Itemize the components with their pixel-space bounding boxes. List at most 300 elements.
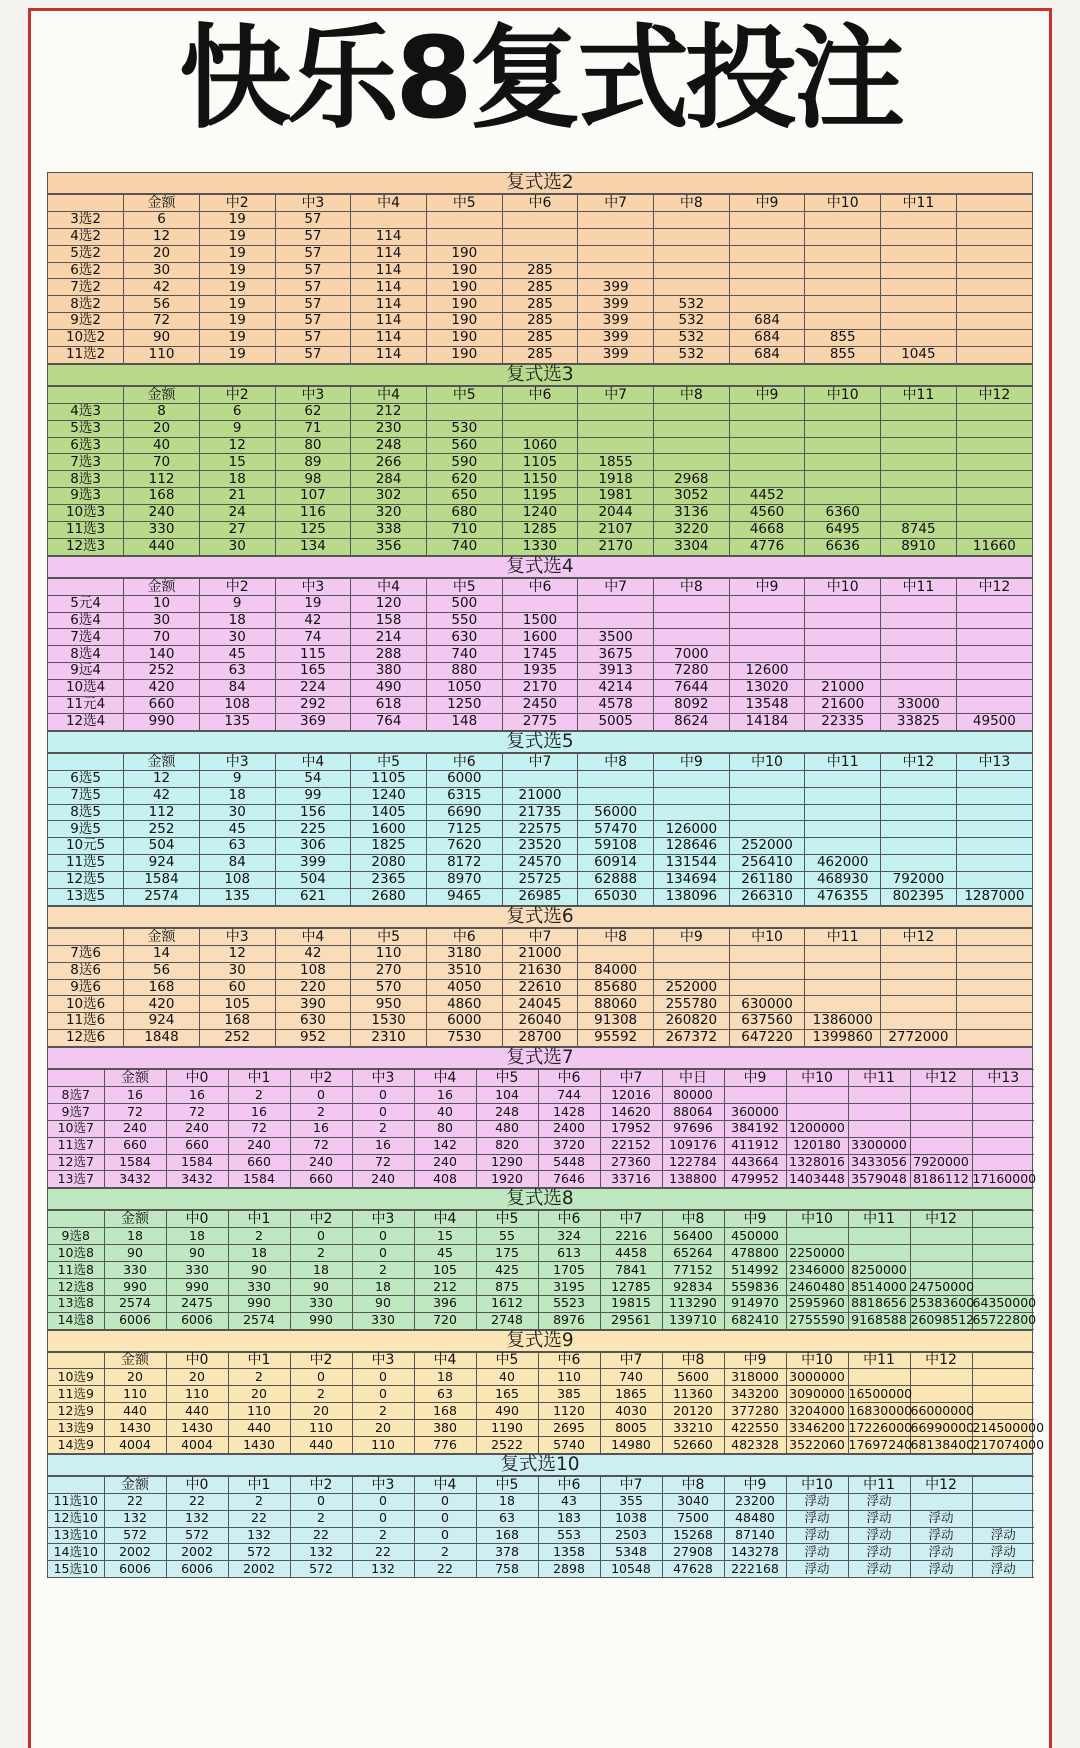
table-cell: 330 — [166, 1261, 228, 1278]
table-cell: 20 — [166, 1369, 228, 1386]
table-cell: 1745 — [502, 646, 578, 663]
table-row — [48, 505, 1032, 522]
table-cell: 20 — [352, 1420, 414, 1437]
column-header: 中3 — [275, 578, 351, 595]
section-title: 复式选7 — [48, 1048, 1032, 1069]
column-header: 中5 — [476, 1476, 538, 1493]
table-cell: 71 — [275, 420, 351, 437]
table-cell: 88060 — [578, 996, 654, 1013]
table-cell — [805, 245, 881, 262]
table-cell — [805, 296, 881, 313]
table-row — [48, 1171, 1034, 1188]
table-cell: 158 — [351, 612, 427, 629]
table-cell — [426, 228, 502, 245]
section-select-9 — [47, 1329, 1045, 1454]
table-cell — [654, 420, 730, 437]
table-cell — [972, 1278, 1034, 1295]
payout-table — [48, 1352, 1045, 1454]
table-cell: 620 — [426, 471, 502, 488]
table-cell: 6 — [124, 211, 200, 228]
column-header: 中日 — [662, 1070, 724, 1087]
table-cell: 57 — [275, 211, 351, 228]
table-cell — [729, 420, 805, 437]
column-header: 中10 — [786, 1070, 848, 1087]
table-cell — [881, 680, 957, 697]
table-cell: 2365 — [351, 872, 427, 889]
table-cell: 9 — [199, 595, 275, 612]
table-cell: 浮动 — [786, 1527, 848, 1544]
table-cell — [729, 787, 805, 804]
table-cell — [956, 471, 1032, 488]
table-row — [48, 855, 1032, 872]
table-row — [48, 1154, 1034, 1171]
section-title: 复式选8 — [48, 1189, 1032, 1210]
table-cell: 318000 — [724, 1369, 786, 1386]
table-cell: 190 — [426, 245, 502, 262]
table-cell: 8624 — [654, 713, 730, 730]
column-header: 中3 — [275, 386, 351, 403]
table-cell: 56 — [124, 296, 200, 313]
table-cell: 302 — [351, 488, 427, 505]
table-row — [48, 279, 1032, 296]
column-header: 中11 — [805, 928, 881, 945]
table-cell: 2 — [290, 1103, 352, 1120]
table-cell: 1105 — [502, 454, 578, 471]
row-label: 7选4 — [48, 629, 124, 646]
table-cell: 10 — [124, 595, 200, 612]
table-cell: 225 — [275, 821, 351, 838]
section-title: 复式选9 — [48, 1331, 1032, 1352]
table-cell: 356 — [351, 538, 427, 555]
row-label: 3选2 — [48, 211, 124, 228]
table-cell: 422550 — [724, 1420, 786, 1437]
row-label: 7选6 — [48, 945, 124, 962]
row-label: 8选5 — [48, 804, 124, 821]
table-cell: 43 — [538, 1493, 600, 1510]
table-cell: 9168588 — [848, 1312, 910, 1329]
table-cell: 3040 — [662, 1493, 724, 1510]
table-cell — [881, 262, 957, 279]
column-header: 中10 — [805, 578, 881, 595]
table-row — [48, 1403, 1034, 1420]
table-cell: 1405 — [351, 804, 427, 821]
table-cell — [729, 279, 805, 296]
table-cell — [972, 1086, 1034, 1103]
table-cell: 450000 — [724, 1228, 786, 1245]
header-row — [48, 928, 1032, 945]
table-cell: 572 — [166, 1527, 228, 1544]
table-row — [48, 629, 1032, 646]
payout-table — [48, 1069, 1037, 1188]
table-cell — [956, 770, 1032, 787]
table-cell — [786, 1103, 848, 1120]
table-cell: 1150 — [502, 471, 578, 488]
table-cell — [881, 211, 957, 228]
table-cell: 18 — [199, 612, 275, 629]
column-header: 中12 — [881, 928, 957, 945]
table-cell: 532 — [654, 330, 730, 347]
table-cell: 924 — [124, 1013, 200, 1030]
table-row — [48, 1030, 1032, 1047]
table-cell: 1328016 — [786, 1154, 848, 1171]
table-cell: 15 — [414, 1228, 476, 1245]
column-header: 中7 — [600, 1211, 662, 1228]
table-cell: 95592 — [578, 1030, 654, 1047]
table-cell — [881, 1013, 957, 1030]
table-cell: 104 — [476, 1086, 538, 1103]
table-cell: 355 — [600, 1493, 662, 1510]
table-cell: 684 — [729, 330, 805, 347]
table-cell — [956, 838, 1032, 855]
table-cell: 97696 — [662, 1120, 724, 1137]
row-label: 5选2 — [48, 245, 124, 262]
table-cell: 1060 — [502, 437, 578, 454]
table-cell: 110 — [124, 347, 200, 364]
table-cell: 17697240 — [848, 1436, 913, 1452]
table-cell: 330 — [352, 1312, 414, 1329]
table-cell: 30 — [199, 538, 275, 555]
table-row — [48, 262, 1032, 279]
table-cell: 1240 — [351, 787, 427, 804]
table-cell: 112 — [124, 804, 200, 821]
table-cell — [972, 1154, 1034, 1171]
table-cell — [910, 1369, 972, 1386]
table-cell: 19 — [199, 245, 275, 262]
table-cell: 4214 — [578, 680, 654, 697]
table-row — [48, 1493, 1034, 1510]
table-cell: 396 — [414, 1295, 476, 1312]
table-cell: 1500 — [502, 612, 578, 629]
row-label: 12选4 — [48, 713, 124, 730]
table-cell — [654, 612, 730, 629]
table-cell — [724, 1086, 786, 1103]
table-cell: 2475 — [166, 1295, 228, 1312]
table-cell: 139710 — [662, 1312, 724, 1329]
table-cell: 27908 — [662, 1544, 724, 1561]
row-label: 10选9 — [48, 1369, 104, 1386]
table-cell: 114 — [351, 296, 427, 313]
table-cell: 2 — [228, 1493, 290, 1510]
table-row — [48, 1369, 1034, 1386]
table-cell — [786, 1228, 848, 1245]
table-cell: 2 — [352, 1261, 414, 1278]
table-cell: 2 — [352, 1403, 414, 1420]
table-cell: 385 — [538, 1386, 600, 1403]
row-label: 14选9 — [48, 1437, 104, 1454]
table-cell — [805, 663, 881, 680]
table-cell: 621 — [275, 888, 351, 905]
table-cell: 57 — [275, 279, 351, 296]
column-header: 中3 — [352, 1211, 414, 1228]
table-cell: 3052 — [654, 488, 730, 505]
table-cell — [805, 612, 881, 629]
table-cell: 7646 — [538, 1171, 600, 1188]
table-cell: 1290 — [476, 1154, 538, 1171]
column-header: 中8 — [578, 753, 654, 770]
table-cell — [956, 872, 1032, 889]
column-header: 中3 — [352, 1352, 414, 1369]
table-cell: 1584 — [124, 872, 200, 889]
table-cell: 19 — [199, 330, 275, 347]
table-cell: 6495 — [805, 522, 881, 539]
table-cell: 240 — [352, 1171, 414, 1188]
table-cell: 1920 — [476, 1171, 538, 1188]
table-cell: 990 — [166, 1278, 228, 1295]
table-cell: 1430 — [104, 1420, 166, 1437]
table-cell: 112 — [124, 471, 200, 488]
table-cell — [805, 488, 881, 505]
table-cell: 744 — [538, 1086, 600, 1103]
table-cell — [502, 211, 578, 228]
table-cell: 48480 — [724, 1510, 786, 1527]
table-cell: 3432 — [166, 1171, 228, 1188]
table-cell: 399 — [578, 279, 654, 296]
column-header: 中6 — [538, 1476, 600, 1493]
table-cell: 720 — [414, 1312, 476, 1329]
table-cell — [881, 296, 957, 313]
header-row — [48, 386, 1032, 403]
table-row — [48, 1137, 1034, 1154]
table-cell: 30 — [124, 262, 200, 279]
table-cell: 1612 — [476, 1295, 538, 1312]
table-row — [48, 522, 1032, 539]
table-cell — [956, 629, 1032, 646]
table-cell: 0 — [290, 1369, 352, 1386]
table-cell: 57 — [275, 262, 351, 279]
section-select-4 — [47, 556, 1033, 731]
section-title: 复式选10 — [48, 1455, 1032, 1476]
table-row — [48, 1544, 1034, 1561]
table-cell: 855 — [805, 347, 881, 364]
section-title: 复式选6 — [48, 907, 1032, 928]
table-cell: 7644 — [654, 680, 730, 697]
header-row — [48, 195, 1032, 212]
table-cell — [654, 211, 730, 228]
table-row — [48, 1086, 1034, 1103]
table-cell — [972, 1245, 1034, 1262]
table-cell: 6 — [199, 403, 275, 420]
table-cell: 17226000 — [848, 1419, 913, 1435]
table-cell: 482328 — [724, 1437, 786, 1454]
table-cell — [956, 437, 1032, 454]
table-cell: 84 — [199, 680, 275, 697]
table-cell — [972, 1228, 1034, 1245]
table-cell: 1855 — [578, 454, 654, 471]
table-cell: 4668 — [729, 522, 805, 539]
table-cell: 26985 — [502, 888, 578, 905]
table-cell: 330 — [124, 522, 200, 539]
table-cell: 1285 — [502, 522, 578, 539]
table-cell: 924 — [124, 855, 200, 872]
table-cell: 140 — [124, 646, 200, 663]
table-cell: 168 — [124, 979, 200, 996]
table-cell — [805, 770, 881, 787]
column-header: 中4 — [414, 1211, 476, 1228]
table-cell: 98 — [275, 471, 351, 488]
column-header: 中8 — [654, 195, 730, 212]
table-cell: 710 — [426, 522, 502, 539]
table-cell — [805, 804, 881, 821]
table-cell: 浮动 — [848, 1493, 910, 1510]
table-cell: 90 — [352, 1295, 414, 1312]
column-header: 中11 — [881, 386, 957, 403]
row-label: 13选8 — [48, 1295, 104, 1312]
table-cell: 26098512 — [910, 1312, 975, 1328]
table-cell: 108 — [199, 872, 275, 889]
table-cell: 14620 — [600, 1103, 662, 1120]
row-label: 13选7 — [48, 1171, 104, 1188]
table-cell — [729, 403, 805, 420]
table-cell: 47628 — [662, 1561, 724, 1578]
table-cell: 23520 — [502, 838, 578, 855]
table-cell: 380 — [414, 1420, 476, 1437]
table-cell — [729, 471, 805, 488]
table-cell — [881, 330, 957, 347]
table-cell: 6315 — [426, 787, 502, 804]
table-cell — [881, 595, 957, 612]
table-cell: 2460480 — [786, 1278, 848, 1295]
table-cell: 530 — [426, 420, 502, 437]
row-label: 10选4 — [48, 680, 124, 697]
table-cell: 165 — [476, 1386, 538, 1403]
table-cell: 1935 — [502, 663, 578, 680]
row-label: 11选3 — [48, 522, 124, 539]
column-header: 中11 — [848, 1211, 910, 1228]
table-cell: 212 — [414, 1278, 476, 1295]
section-select-7 — [47, 1047, 1037, 1188]
table-cell: 12 — [124, 770, 200, 787]
table-cell: 914970 — [724, 1295, 786, 1312]
column-header: 金额 — [124, 928, 200, 945]
table-cell: 214 — [351, 629, 427, 646]
table-cell: 266 — [351, 454, 427, 471]
column-header: 中5 — [351, 753, 427, 770]
table-cell: 40 — [476, 1369, 538, 1386]
table-cell — [578, 945, 654, 962]
column-header: 中10 — [805, 195, 881, 212]
table-cell — [881, 838, 957, 855]
table-cell — [972, 1369, 1034, 1386]
table-cell: 285 — [502, 347, 578, 364]
column-header: 中4 — [275, 753, 351, 770]
table-cell: 420 — [124, 996, 200, 1013]
table-cell: 4560 — [729, 505, 805, 522]
table-cell: 57 — [275, 330, 351, 347]
row-label: 12选5 — [48, 872, 124, 889]
table-cell: 2755590 — [786, 1312, 848, 1329]
table-cell: 680 — [426, 505, 502, 522]
table-cell: 72 — [166, 1103, 228, 1120]
table-cell — [881, 403, 957, 420]
table-cell: 222168 — [724, 1561, 786, 1578]
table-cell: 57 — [275, 245, 351, 262]
column-header — [48, 578, 124, 595]
table-cell: 1038 — [600, 1510, 662, 1527]
table-cell: 284 — [351, 471, 427, 488]
table-cell: 134 — [275, 538, 351, 555]
table-cell: 2 — [290, 1245, 352, 1262]
table-cell: 1918 — [578, 471, 654, 488]
table-cell: 285 — [502, 313, 578, 330]
table-cell — [881, 663, 957, 680]
table-cell: 15 — [199, 454, 275, 471]
column-header: 中3 — [199, 928, 275, 945]
table-cell: 440 — [104, 1403, 166, 1420]
column-header: 中7 — [502, 753, 578, 770]
table-cell: 126000 — [654, 821, 730, 838]
table-cell: 148 — [426, 713, 502, 730]
table-row — [48, 888, 1032, 905]
table-cell: 369 — [275, 713, 351, 730]
row-label: 10选6 — [48, 996, 124, 1013]
table-cell: 9 — [199, 770, 275, 787]
table-cell: 19 — [199, 228, 275, 245]
table-cell — [956, 245, 1032, 262]
table-cell: 682410 — [724, 1312, 786, 1329]
table-cell: 0 — [352, 1493, 414, 1510]
row-label: 10选8 — [48, 1245, 104, 1262]
table-cell: 285 — [502, 279, 578, 296]
table-cell — [805, 228, 881, 245]
table-cell: 660 — [228, 1154, 290, 1171]
table-cell: 9 — [199, 420, 275, 437]
row-label: 8送6 — [48, 962, 124, 979]
table-cell — [578, 211, 654, 228]
row-label: 9选3 — [48, 488, 124, 505]
header-row — [48, 1476, 1034, 1493]
table-cell: 6006 — [166, 1312, 228, 1329]
table-cell: 399 — [578, 330, 654, 347]
table-cell — [881, 228, 957, 245]
column-header: 中9 — [654, 928, 730, 945]
table-row — [48, 488, 1032, 505]
table-cell: 90 — [166, 1245, 228, 1262]
section-select-3 — [47, 364, 1033, 556]
table-cell: 浮动 — [910, 1561, 972, 1578]
table-cell — [654, 454, 730, 471]
column-header: 中6 — [502, 195, 578, 212]
section-title: 复式选4 — [48, 557, 1032, 578]
table-row — [48, 804, 1032, 821]
table-cell — [805, 945, 881, 962]
table-cell: 3000000 — [786, 1369, 848, 1386]
table-cell — [805, 262, 881, 279]
column-header: 中9 — [729, 386, 805, 403]
table-cell: 240 — [228, 1137, 290, 1154]
column-header: 中4 — [351, 386, 427, 403]
table-cell — [956, 663, 1032, 680]
table-cell: 6360 — [805, 505, 881, 522]
column-header: 中2 — [290, 1352, 352, 1369]
column-header — [48, 753, 124, 770]
column-header: 中8 — [578, 928, 654, 945]
table-cell: 122784 — [662, 1154, 724, 1171]
column-header: 中9 — [724, 1211, 786, 1228]
table-cell: 553 — [538, 1527, 600, 1544]
table-cell: 240 — [290, 1154, 352, 1171]
table-cell: 20 — [228, 1386, 290, 1403]
table-cell: 21735 — [502, 804, 578, 821]
table-cell: 3579048 — [848, 1171, 910, 1188]
table-cell: 8818656 — [848, 1295, 910, 1312]
column-header: 中8 — [662, 1352, 724, 1369]
table-cell: 21600 — [805, 697, 881, 714]
table-cell: 114 — [351, 245, 427, 262]
table-cell: 8910 — [881, 538, 957, 555]
table-cell: 19815 — [600, 1295, 662, 1312]
row-label: 7选3 — [48, 454, 124, 471]
table-cell: 990 — [104, 1278, 166, 1295]
